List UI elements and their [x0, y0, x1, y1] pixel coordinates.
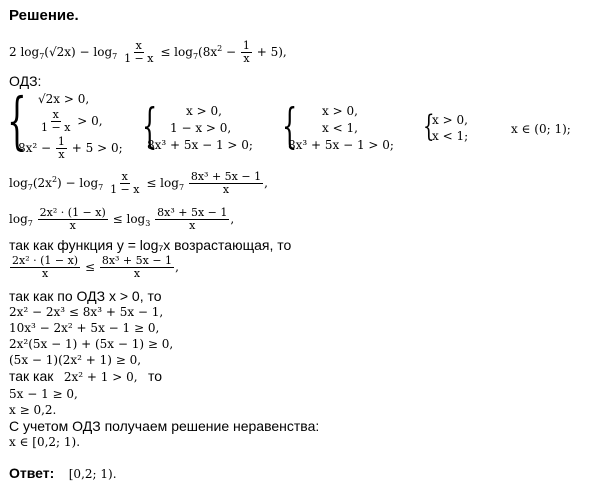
transformed-inequality-2: $\log_7$ $\frac{\text{2x² · (1 − x)}}{x}$ ≤ $\log_3$ $\frac{\text{8x³ + 5x − 1}}{x}$ , [9, 206, 235, 232]
system-brace: { [7, 84, 27, 157]
answer [9, 465, 117, 483]
fraction: $\frac{1}{x}$ [242, 39, 250, 65]
fraction: $\frac{\text{8x³ + 5x − 1}}{x}$ [190, 170, 262, 196]
odz-cond-2: $\frac{x}{1 - x}$ > 0, [41, 108, 103, 134]
fraction: $\frac{x}{1 - x}$ [124, 39, 154, 65]
odz-cond-3: 8x² − $\frac{1}{x}$ + 5 > 0; [18, 135, 123, 161]
step-line: x ≥ 0,2. [9, 403, 57, 417]
system-brace: { [423, 109, 435, 144]
step-line: 10x³ − 2x² + 5x − 1 ≥ 0, [9, 321, 160, 335]
step-line: 2x² − 2x³ ≤ 8x³ + 5x − 1, [9, 305, 164, 319]
answer-label: Ответ: [9, 465, 55, 481]
transformed-inequality-1: $\log_7(2x^2) - \log_7$ $\frac{x}{1 - x}$ ≤ $\log_7$ $\frac{\text{8x³ + 5x − 1}}{x}$ , [9, 170, 268, 196]
odz3-cond-2: x < 1, [322, 121, 358, 135]
odz2-cond-2: 1 − x > 0, [170, 121, 232, 135]
odz2-cond-1: x > 0, [186, 104, 222, 118]
explanation-final: С учетом ОДЗ получаем решение неравенства: [9, 418, 320, 434]
fraction: $\frac{1}{x}$ [57, 135, 65, 161]
step-line: (5x − 1)(2x² + 1) ≥ 0, [9, 353, 142, 367]
fraction: $\frac{\text{2x² · (1 − x)}}{x}$ [12, 254, 79, 280]
fraction: $\frac{x}{1 - x}$ [41, 108, 71, 134]
fraction: $\frac{x}{1 - x}$ [110, 170, 140, 196]
main-inequality: 2 $\log_7(√2x) - \log_7$ $\frac{x}{1 - x}$ ≤ $\log_7(8x^2$ − $\frac{1}{x}$ + 5), [9, 39, 287, 65]
explanation-positive: так как 2x² + 1 > 0, то [9, 368, 163, 384]
fraction: $\frac{\text{8x³ + 5x − 1}}{x}$ [101, 254, 173, 280]
fraction: $\frac{\text{8x³ + 5x − 1}}{x}$ [157, 206, 228, 232]
fraction: $\frac{\text{2x² · (1 − x)}}{x}$ [39, 206, 106, 232]
odz4-cond-1: x > 0, [432, 113, 468, 127]
step-line: 2x²(5x − 1) + (5x − 1) ≥ 0, [9, 337, 174, 351]
page-title: Решение. [9, 7, 79, 24]
odz-result: x ∈ (0; 1); [511, 122, 571, 136]
system-brace: { [142, 98, 158, 154]
transformed-inequality-3: $\frac{\text{2x² · (1 − x)}}{x}$ ≤ $\frac{\text{8x³ + 5x − 1}}{x}$ , [12, 254, 179, 280]
system-brace: { [282, 98, 298, 154]
odz-label: ОДЗ: [9, 73, 42, 89]
final-result: x ∈ [0,2; 1). [9, 435, 81, 449]
explanation-monotonic: так как функция y = log₇x возрастающая, то [9, 237, 292, 253]
step-line: 5x − 1 ≥ 0, [9, 387, 78, 401]
explanation-odz: так как по ОДЗ x > 0, то [9, 288, 162, 304]
odz3-cond-3: 8x³ + 5x − 1 > 0; [288, 138, 394, 152]
odz-cond-1: √2x > 0, [38, 92, 90, 106]
odz2-cond-3: 8x³ + 5x − 1 > 0; [147, 138, 253, 152]
odz3-cond-1: x > 0, [322, 104, 358, 118]
answer-value: [0,2; 1). [68, 467, 117, 481]
odz4-cond-2: x < 1; [432, 129, 469, 143]
